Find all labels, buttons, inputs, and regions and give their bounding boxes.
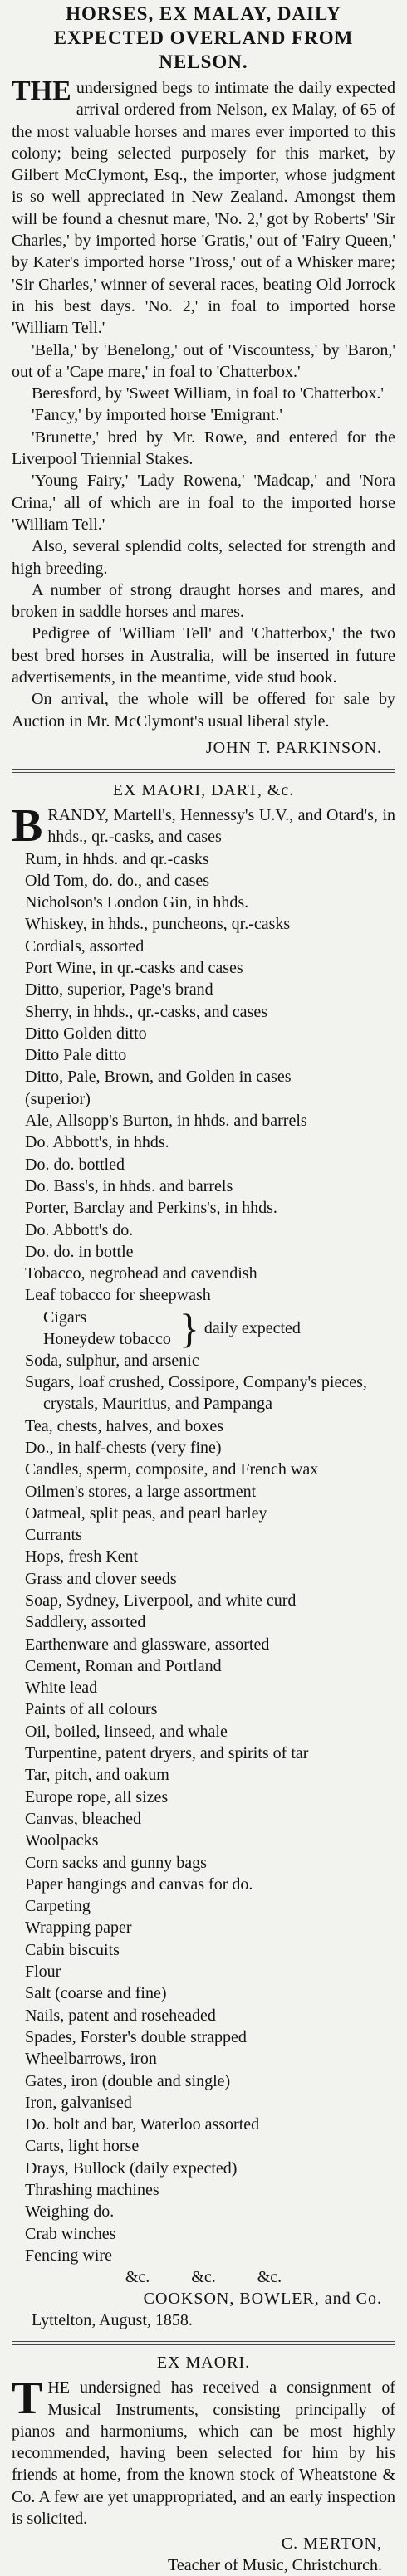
list-item: Thrashing machines xyxy=(25,2181,159,2200)
list-item: Iron, galvanised xyxy=(25,2093,132,2112)
list-item: (superior) xyxy=(25,1089,91,1108)
ad-heading: HORSES, EX MALAY, DAILY EXPECTED OVERLAND FROM NELSON. xyxy=(53,3,354,72)
list-item: Saddlery, assorted xyxy=(25,1613,146,1632)
list-item: Candles, sperm, composite, and French wax xyxy=(25,1460,319,1479)
ad-paragraph: 'Brunette,' bred by Mr. Rowe, and entered for the Liverpool Triennial Stakes. xyxy=(12,428,395,469)
list-item: Carts, light horse xyxy=(25,2137,140,2156)
ad-signature: JOHN T. PARKINSON. xyxy=(205,738,382,757)
goods-list xyxy=(12,1350,395,2266)
list-item: Honeydew tobacco xyxy=(43,1329,171,1348)
advertisement-horses xyxy=(12,0,395,759)
list-item: Wheelbarrows, iron xyxy=(25,2050,157,2069)
brace-glyph: } xyxy=(179,1304,199,1352)
list-item: Do. bolt and bar, Waterloo assorted xyxy=(25,2115,260,2134)
list-item: Currants xyxy=(25,1526,82,1545)
ad-paragraph: 'Fancy,' by imported horse 'Emigrant.' xyxy=(32,406,282,425)
ad-signature: C. MERTON, xyxy=(281,2534,382,2554)
list-item: Earthenware and glassware, assorted xyxy=(25,1635,270,1654)
list-item: Turpentine, patent dryers, and spirits of tar xyxy=(25,1744,309,1763)
list-item: Corn sacks and gunny bags xyxy=(25,1853,207,1872)
list-item: Fencing wire xyxy=(25,2246,112,2265)
list-item: Do. Bass's, in hhds. and barrels xyxy=(25,1176,233,1195)
bracket-note: daily expected xyxy=(204,1318,301,1337)
list-item: Cabin biscuits xyxy=(25,1940,120,1959)
list-item: Crab winches xyxy=(25,2224,116,2243)
list-item: Europe rope, all sizes xyxy=(25,1787,169,1806)
ad-paragraph: 'Bella,' by 'Benelong,' out of 'Viscountess,' by 'Baron,' out of a 'Cape mare,' in foal to 'Chatterbox.' xyxy=(12,340,395,381)
list-item: Ditto Golden ditto xyxy=(25,1024,147,1043)
list-item: Whiskey, in hhds., puncheons, qr.-casks xyxy=(25,915,291,934)
divider xyxy=(12,2341,395,2345)
list-item: Do. do. bottled xyxy=(25,1155,125,1174)
list-item: Oilmen's stores, a large assortment xyxy=(25,1482,257,1501)
list-item: Sugars, loaf crushed, Cossipore, Company's pieces, crystals, Mauritius, and Pampanga xyxy=(25,1373,367,1414)
ad-paragraph: A number of strong draught horses and mares, and broken in saddle horses and mares. xyxy=(12,580,395,622)
list-item: Oatmeal, split peas, and pearl barley xyxy=(25,1503,267,1523)
list-item: Tar, pitch, and oakum xyxy=(25,1766,169,1785)
bracket-group xyxy=(12,1304,395,1352)
list-item: Nails, patent and roseheaded xyxy=(25,2006,216,2025)
list-item: Ale, Allsopp's Burton, in hhds. and barrels xyxy=(25,1112,307,1131)
list-item: Canvas, bleached xyxy=(25,1809,141,1828)
list-item: Tobacco, negrohead and cavendish xyxy=(25,1264,257,1283)
list-item: Old Tom, do. do., and cases xyxy=(25,871,210,890)
ad-paragraph: Pedigree of 'William Tell' and 'Chatterbox,' the two best bred horses in Australia, will be inserted in future advertisements, in the meantime, vide stud book. xyxy=(12,624,395,687)
list-item: Flour xyxy=(25,1963,61,1982)
list-item: Oil, boiled, linseed, and whale xyxy=(25,1722,228,1741)
list-item: Tea, chests, halves, and boxes xyxy=(25,1416,224,1435)
advertisement-music xyxy=(12,2352,395,2576)
ad-signature: COOKSON, BOWLER, and Co. xyxy=(143,2290,382,2309)
drop-cap: B xyxy=(12,799,43,852)
list-item: Gates, iron (double and single) xyxy=(25,2071,231,2090)
ad-signature-title: Teacher of Music, Christchurch. xyxy=(168,2556,382,2575)
list-item: Do., in half-chests (very fine) xyxy=(25,1438,222,1457)
list-item: White lead xyxy=(25,1679,98,1698)
list-item: Do. Abbott's, in hhds. xyxy=(25,1133,169,1152)
list-item: Grass and clover seeds xyxy=(25,1569,177,1588)
drop-cap: T xyxy=(12,2373,43,2425)
ad-paragraph: 'Young Fairy,' 'Lady Rowena,' 'Madcap,' and 'Nora Crina,' all of which are in foal to the imported horse 'William Tell.' xyxy=(12,472,395,534)
ad-lead-paragraph: BRANDY, Martell's, Hennessy's U.V., and Otard's, in hhds., qr.-casks, and cases xyxy=(12,799,395,852)
list-item: Paints of all colours xyxy=(25,1700,158,1719)
list-item: Salt (coarse and fine) xyxy=(25,1984,167,2003)
advertisement-stores xyxy=(12,780,395,2331)
list-item: Drays, Bullock (daily expected) xyxy=(25,2158,238,2178)
list-item: Weighing do. xyxy=(25,2202,115,2222)
list-item: Porter, Barclay and Perkins's, in hhds. xyxy=(25,1199,277,1218)
bracket-items xyxy=(43,1307,171,1350)
list-item: Do. do. in bottle xyxy=(25,1242,134,1261)
list-item: Spades, Forster's double strapped xyxy=(25,2027,247,2046)
list-item: Hops, fresh Kent xyxy=(25,1547,139,1567)
list-item: Do. Abbott's do. xyxy=(25,1220,134,1239)
list-item: Sherry, in hhds., qr.-casks, and cases xyxy=(25,1002,267,1021)
list-item: Ditto Pale ditto xyxy=(25,1046,127,1065)
list-item: Cordials, assorted xyxy=(25,936,145,956)
list-item: Ditto, Pale, Brown, and Golden in cases xyxy=(25,1068,292,1087)
ad-lead-paragraph: THE undersigned has received a consignment of Musical Instruments, consisting principally of pianos and harmoniums, which can be most highly recommended, having been selected for him by his friends at home, from the known stock of Wheatstone & Co. A few are yet unappropriated, and an early inspection is solicited. xyxy=(12,2373,395,2528)
list-item: Rum, in hhds. and qr.-casks xyxy=(25,849,209,868)
ad-heading: EX MAORI, DART, &c. xyxy=(112,780,295,799)
list-item: Nicholson's London Gin, in hhds. xyxy=(25,893,249,912)
ad-paragraph: Beresford, by 'Sweet William, in foal to 'Chatterbox.' xyxy=(32,384,384,403)
list-item: Wrapping paper xyxy=(25,1919,132,1938)
ad-paragraph: Also, several splendid colts, selected for strength and high breeding. xyxy=(12,537,395,578)
ad-dateline: Lyttelton, August, 1858. xyxy=(32,2311,193,2330)
ad-paragraph: On arrival, the whole will be offered for sale by Auction in Mr. McClymont's usual liberal style. xyxy=(12,690,395,731)
goods-list xyxy=(12,848,395,1307)
list-item: Soda, sulphur, and arsenic xyxy=(25,1351,199,1370)
etc-line: &c. &c. &c. xyxy=(125,2268,282,2287)
ad-paragraph: THE undersigned begs to intimate the daily expected arrival ordered from Nelson, ex Malay, of 65 of the most valuable horses and mares ever imported to this colony; being selected purposely for this market, by Gilbert McClymont, Esq., the importer, whose judgment is so well appreciated in New Zealand. Amongst them will be found a chesnut mare, 'No. 2,' got by Roberts' 'Sir Charles,' by imported horse 'Gratis,' out of 'Fairy Queen,' by Kater's imported horse 'Tross,' out of a Whisker mare; 'Sir Charles,' winner of several races, beating Old Jorrock in his best days. 'No. 2,' in foal to imported horse 'William Tell.' xyxy=(12,76,395,338)
list-item: Carpeting xyxy=(25,1897,91,1916)
list-item: Paper hangings and canvas for do. xyxy=(25,1875,253,1894)
list-item: Ditto, superior, Page's brand xyxy=(25,980,213,1000)
drop-cap: THE xyxy=(12,76,71,106)
ad-heading: EX MAORI. xyxy=(156,2354,251,2373)
list-item: Cigars xyxy=(43,1308,87,1327)
list-item: Woolpacks xyxy=(25,1831,99,1850)
list-item: Soap, Sydney, Liverpool, and white curd xyxy=(25,1591,297,1610)
list-item: Port Wine, in qr.-casks and cases xyxy=(25,958,243,977)
list-item: Cement, Roman and Portland xyxy=(25,1656,222,1675)
list-item: Leaf tobacco for sheepwash xyxy=(25,1286,211,1305)
divider xyxy=(12,769,395,773)
